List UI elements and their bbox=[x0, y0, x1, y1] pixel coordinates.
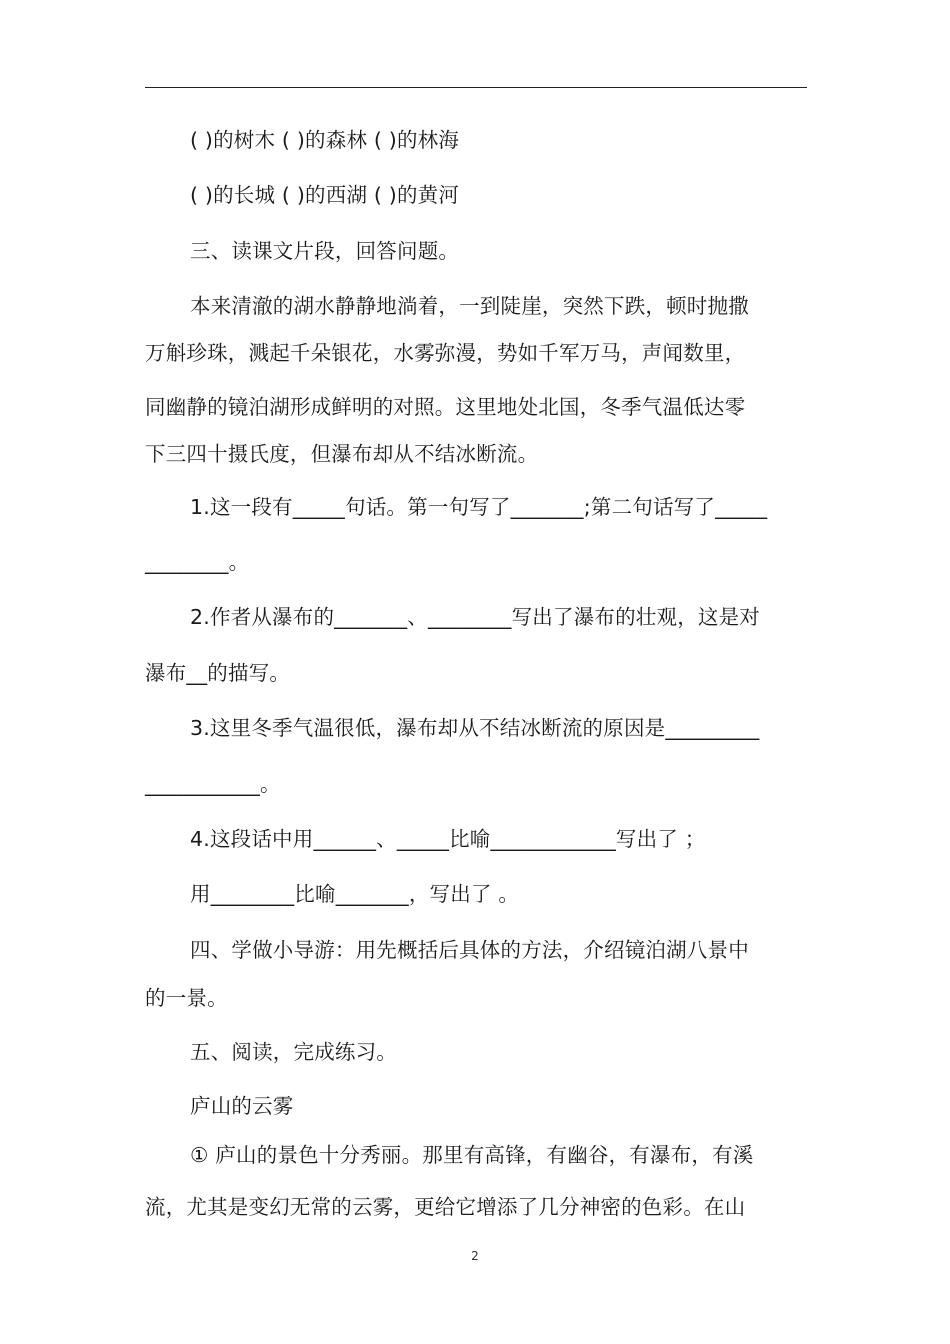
text-line: 下三四十摄氏度，但瀑布却从不结冰断流。 bbox=[145, 442, 539, 466]
question-line: 用________比喻_______，写出了 。 bbox=[190, 882, 520, 906]
question-line: 4.这段话中用______、_____比喻____________写出了 ； bbox=[190, 827, 706, 851]
section-heading: 五、阅读，完成练习。 bbox=[190, 1040, 397, 1064]
text-line: ( )的长城 ( )的西湖 ( )的黄河 bbox=[190, 183, 460, 207]
header-rule bbox=[145, 87, 807, 88]
question-line: ________。 bbox=[145, 550, 250, 574]
passage-title: 庐山的云雾 bbox=[190, 1094, 294, 1118]
text-line: ( )的树木 ( )的森林 ( )的林海 bbox=[190, 128, 460, 152]
text-line: 的一景。 bbox=[145, 986, 228, 1010]
text-line: 同幽静的镜泊湖形成鲜明的对照。这里地处北国，冬季气温低达零 bbox=[145, 395, 746, 419]
text-line: 万斛珍珠，溅起千朵银花，水雾弥漫，势如千军万马，声闻数里， bbox=[145, 341, 746, 365]
question-line: 3.这里冬季气温很低，瀑布却从不结冰断流的原因是_________ bbox=[190, 716, 760, 740]
text-line: ① 庐山的景色十分秀丽。那里有高锋，有幽谷，有瀑布，有溪 bbox=[190, 1143, 754, 1167]
text-line: 本来清澈的湖水静静地淌着，一到陡崖，突然下跌，顿时抛撒 bbox=[190, 294, 749, 318]
page-number: 2 bbox=[471, 1249, 479, 1263]
question-line: 瀑布__的描写。 bbox=[145, 661, 291, 685]
question-line: 2.作者从瀑布的_______、________写出了瀑布的壮观，这是对 bbox=[190, 605, 761, 629]
text-line: 流，尤其是变幻无常的云雾，更给它增添了几分神密的色彩。在山 bbox=[145, 1195, 746, 1219]
section-heading: 四、学做小导游：用先概括后具体的方法，介绍镜泊湖八景中 bbox=[190, 938, 749, 962]
section-heading: 三、读课文片段，回答问题。 bbox=[190, 239, 460, 263]
question-line: ___________。 bbox=[145, 772, 281, 796]
question-line: 1.这一段有_____句话。第一句写了_______;第二句话写了_____ bbox=[190, 495, 768, 519]
